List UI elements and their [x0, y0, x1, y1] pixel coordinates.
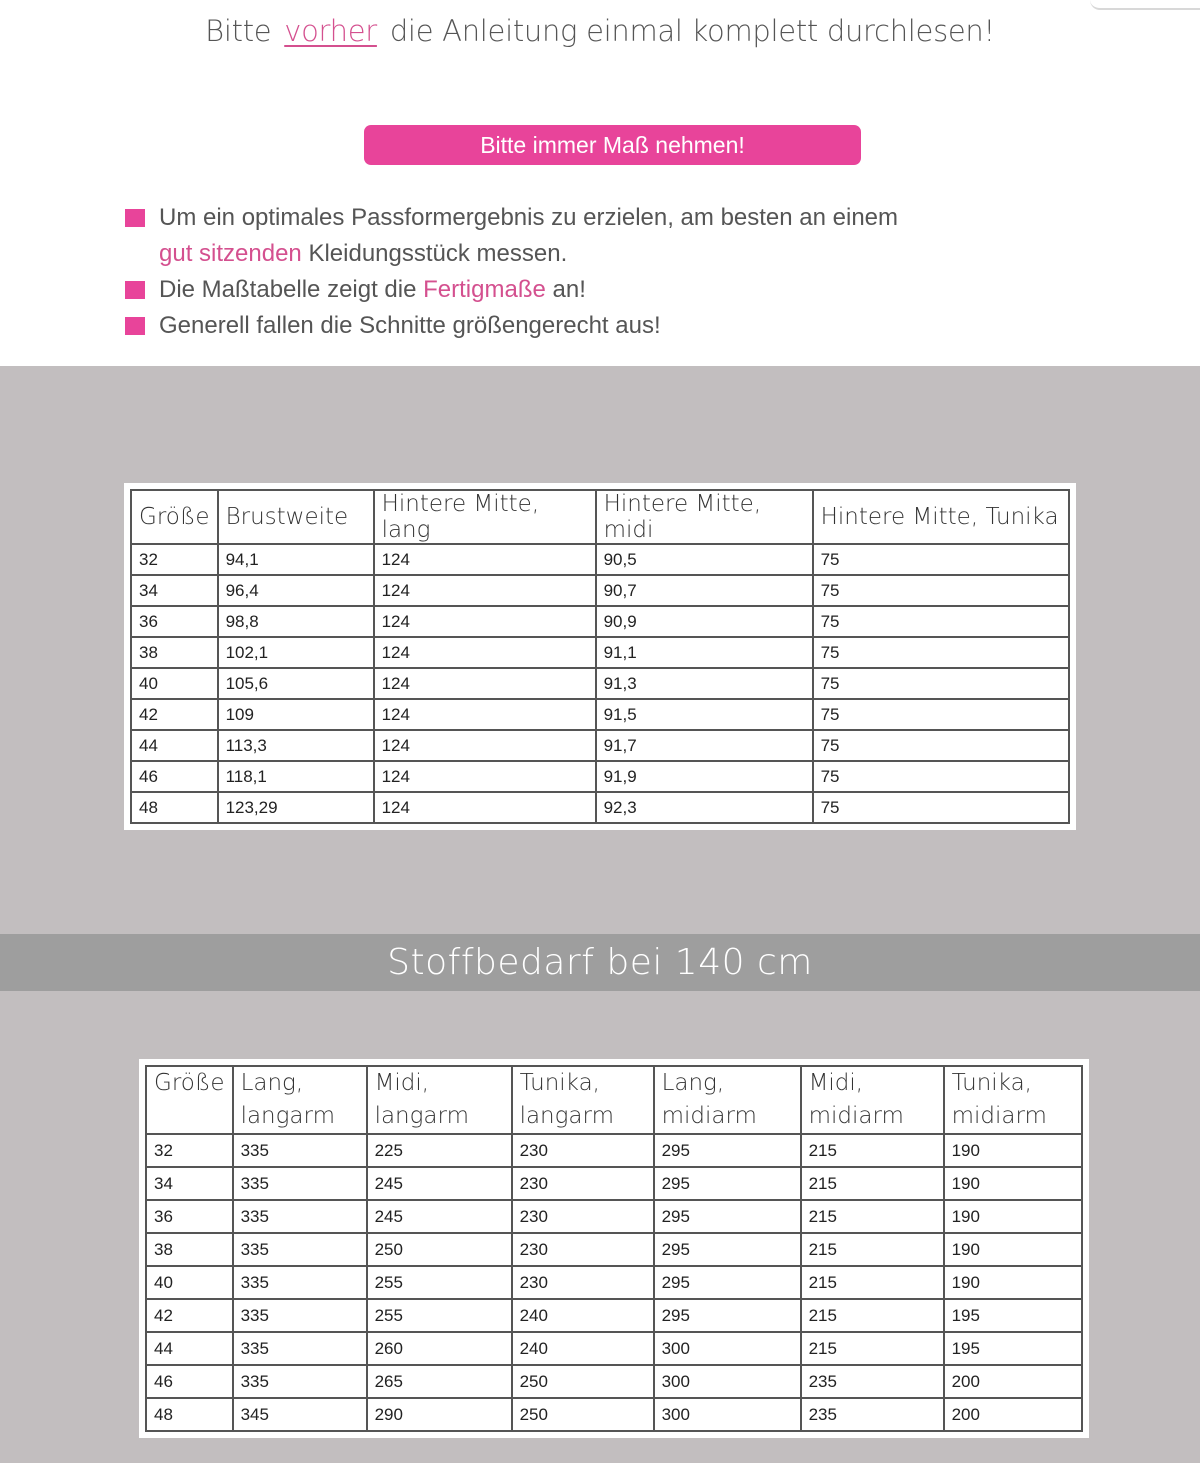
size-table-header-cell: Hintere Mitte, lang: [374, 490, 596, 544]
header-line-2: langarm: [374, 1103, 469, 1129]
table-cell: 335: [233, 1332, 367, 1365]
table-cell: 124: [374, 730, 596, 761]
size-table-header-row: [131, 490, 1069, 544]
fabric-table-header-cell: [801, 1066, 944, 1134]
fabric-table-header-cell: [367, 1066, 512, 1134]
table-cell: 75: [813, 668, 1069, 699]
fabric-table: [145, 1065, 1083, 1432]
table-row: [146, 1200, 1082, 1233]
table-cell: 300: [654, 1332, 801, 1365]
table-cell: 32: [131, 544, 218, 575]
table-cell: 91,3: [596, 668, 813, 699]
table-cell: 42: [146, 1299, 233, 1332]
table-cell: 102,1: [218, 637, 374, 668]
size-table-header-cell: Hintere Mitte, midi: [596, 490, 813, 544]
table-cell: 240: [512, 1299, 654, 1332]
table-cell: 335: [233, 1365, 367, 1398]
table-cell: 230: [512, 1266, 654, 1299]
table-cell: 124: [374, 699, 596, 730]
table-cell: 75: [813, 761, 1069, 792]
table-cell: 124: [374, 637, 596, 668]
table-row: [146, 1299, 1082, 1332]
bullet-2-before: Die Maßtabelle zeigt die: [159, 276, 424, 303]
table-cell: 109: [218, 699, 374, 730]
table-cell: 94,1: [218, 544, 374, 575]
table-row: [131, 668, 1069, 699]
header-line-1: Größe: [154, 1070, 225, 1096]
table-row: [146, 1167, 1082, 1200]
corner-decoration: [1090, 0, 1200, 10]
table-cell: 300: [654, 1398, 801, 1431]
table-cell: 250: [512, 1398, 654, 1431]
table-cell: 96,4: [218, 575, 374, 606]
bullet-list: [125, 200, 1025, 344]
table-cell: 335: [233, 1233, 367, 1266]
table-cell: 335: [233, 1167, 367, 1200]
table-cell: 90,5: [596, 544, 813, 575]
table-cell: 34: [146, 1167, 233, 1200]
table-row: [131, 544, 1069, 575]
table-cell: 90,7: [596, 575, 813, 606]
table-cell: 46: [146, 1365, 233, 1398]
bullet-2-highlight: Fertigmaße: [423, 276, 546, 303]
table-cell: 91,9: [596, 761, 813, 792]
table-cell: 75: [813, 606, 1069, 637]
table-cell: 40: [131, 668, 218, 699]
table-cell: 190: [944, 1134, 1082, 1167]
table-cell: 113,3: [218, 730, 374, 761]
fabric-section-title: Stoffbedarf bei 140 cm: [0, 934, 1200, 991]
header-line-2: langarm: [240, 1103, 335, 1129]
bullet-square-icon: [125, 317, 145, 335]
table-cell: 75: [813, 730, 1069, 761]
table-row: [146, 1233, 1082, 1266]
intro-before: Bitte: [205, 14, 272, 48]
bullet-1-line-1: Um ein optimales Passformergebnis zu erzielen, am besten an einem: [159, 204, 899, 231]
table-cell: 215: [801, 1200, 944, 1233]
table-cell: 32: [146, 1134, 233, 1167]
table-cell: 98,8: [218, 606, 374, 637]
table-cell: 190: [944, 1233, 1082, 1266]
size-table: [130, 489, 1070, 824]
table-cell: 105,6: [218, 668, 374, 699]
header-line-1: Lang,: [240, 1070, 304, 1096]
bullet-square-icon: [125, 209, 145, 227]
table-cell: 36: [146, 1200, 233, 1233]
table-cell: 230: [512, 1233, 654, 1266]
table-cell: 235: [801, 1398, 944, 1431]
header-line-2: midiarm: [661, 1103, 757, 1129]
table-cell: 215: [801, 1134, 944, 1167]
table-cell: 215: [801, 1233, 944, 1266]
table-cell: 91,5: [596, 699, 813, 730]
bullet-1-rest: Kleidungsstück messen.: [301, 240, 568, 267]
table-row: [131, 761, 1069, 792]
fabric-table-header-cell: [233, 1066, 367, 1134]
table-cell: 230: [512, 1200, 654, 1233]
table-cell: 124: [374, 668, 596, 699]
table-cell: 245: [367, 1167, 512, 1200]
table-row: [146, 1365, 1082, 1398]
table-cell: 190: [944, 1167, 1082, 1200]
table-row: [131, 699, 1069, 730]
table-cell: 335: [233, 1200, 367, 1233]
header-line-1: Midi,: [808, 1070, 864, 1096]
size-table-header-cell: Größe: [131, 490, 218, 544]
table-row: [131, 575, 1069, 606]
table-cell: 345: [233, 1398, 367, 1431]
table-cell: 124: [374, 575, 596, 606]
table-cell: 34: [131, 575, 218, 606]
table-cell: 235: [801, 1365, 944, 1398]
table-cell: 75: [813, 637, 1069, 668]
table-cell: 92,3: [596, 792, 813, 823]
table-cell: 300: [654, 1365, 801, 1398]
table-cell: 230: [512, 1134, 654, 1167]
header-line-2: midiarm: [808, 1103, 904, 1129]
table-cell: 295: [654, 1167, 801, 1200]
table-cell: 75: [813, 792, 1069, 823]
table-cell: 91,7: [596, 730, 813, 761]
table-cell: 295: [654, 1200, 801, 1233]
table-cell: 75: [813, 544, 1069, 575]
intro-line: [0, 14, 1200, 48]
table-cell: 250: [367, 1233, 512, 1266]
table-cell: 44: [131, 730, 218, 761]
bullet-3-text: Generell fallen die Schnitte größengerecht aus!: [159, 312, 661, 339]
size-table-header-cell: Brustweite: [218, 490, 374, 544]
table-cell: 225: [367, 1134, 512, 1167]
table-cell: 255: [367, 1266, 512, 1299]
bullet-item-1: [125, 200, 1025, 272]
table-cell: 195: [944, 1299, 1082, 1332]
table-cell: 255: [367, 1299, 512, 1332]
header-line-1: Tunika,: [519, 1070, 600, 1096]
table-cell: 240: [512, 1332, 654, 1365]
table-cell: 215: [801, 1299, 944, 1332]
table-cell: 215: [801, 1332, 944, 1365]
table-cell: 124: [374, 606, 596, 637]
table-cell: 42: [131, 699, 218, 730]
bullet-1-highlight: gut sitzenden: [159, 240, 302, 267]
table-cell: 215: [801, 1167, 944, 1200]
table-cell: 48: [131, 792, 218, 823]
table-cell: 215: [801, 1266, 944, 1299]
table-cell: 265: [367, 1365, 512, 1398]
table-cell: 295: [654, 1266, 801, 1299]
table-cell: 200: [944, 1398, 1082, 1431]
bullet-1-line-2: [159, 236, 1025, 272]
header-line-2: langarm: [519, 1103, 614, 1129]
table-cell: 335: [233, 1299, 367, 1332]
intro-after: die Anleitung einmal komplett durchlesen!: [389, 14, 995, 48]
table-cell: 123,29: [218, 792, 374, 823]
table-cell: 38: [146, 1233, 233, 1266]
table-cell: 124: [374, 792, 596, 823]
table-cell: 75: [813, 699, 1069, 730]
bullet-square-icon: [125, 281, 145, 299]
header-line-2: midiarm: [951, 1103, 1047, 1129]
header-line-1: Tunika,: [951, 1070, 1032, 1096]
table-cell: 260: [367, 1332, 512, 1365]
table-cell: 230: [512, 1167, 654, 1200]
table-cell: 190: [944, 1266, 1082, 1299]
table-cell: 124: [374, 761, 596, 792]
notice-button: Bitte immer Maß nehmen!: [364, 125, 861, 165]
fabric-table-header-cell: [944, 1066, 1082, 1134]
table-row: [131, 637, 1069, 668]
bullet-2-after: an!: [545, 276, 586, 303]
bullet-item-3: [125, 308, 1025, 344]
table-row: [146, 1398, 1082, 1431]
table-cell: 40: [146, 1266, 233, 1299]
table-cell: 90,9: [596, 606, 813, 637]
table-cell: 200: [944, 1365, 1082, 1398]
table-cell: 118,1: [218, 761, 374, 792]
table-row: [146, 1266, 1082, 1299]
fabric-table-header-row: [146, 1066, 1082, 1134]
table-row: [131, 606, 1069, 637]
table-row: [146, 1134, 1082, 1167]
table-cell: 46: [131, 761, 218, 792]
table-cell: 295: [654, 1134, 801, 1167]
intro-emphasis: vorher: [284, 14, 377, 48]
table-row: [131, 730, 1069, 761]
fabric-table-header-cell: [146, 1066, 233, 1134]
header-line-1: Midi,: [374, 1070, 430, 1096]
table-cell: 36: [131, 606, 218, 637]
table-cell: 38: [131, 637, 218, 668]
fabric-table-header-cell: [654, 1066, 801, 1134]
table-cell: 195: [944, 1332, 1082, 1365]
fabric-table-header-cell: [512, 1066, 654, 1134]
header-line-1: Lang,: [661, 1070, 725, 1096]
table-cell: 335: [233, 1266, 367, 1299]
table-cell: 75: [813, 575, 1069, 606]
size-table-header-cell: Hintere Mitte, Tunika: [813, 490, 1069, 544]
table-cell: 124: [374, 544, 596, 575]
table-cell: 91,1: [596, 637, 813, 668]
table-cell: 245: [367, 1200, 512, 1233]
table-cell: 290: [367, 1398, 512, 1431]
bullet-item-2: [125, 272, 1025, 308]
table-cell: 250: [512, 1365, 654, 1398]
table-cell: 48: [146, 1398, 233, 1431]
table-cell: 44: [146, 1332, 233, 1365]
table-cell: 295: [654, 1299, 801, 1332]
table-cell: 335: [233, 1134, 367, 1167]
table-row: [131, 792, 1069, 823]
table-row: [146, 1332, 1082, 1365]
table-cell: 295: [654, 1233, 801, 1266]
table-cell: 190: [944, 1200, 1082, 1233]
